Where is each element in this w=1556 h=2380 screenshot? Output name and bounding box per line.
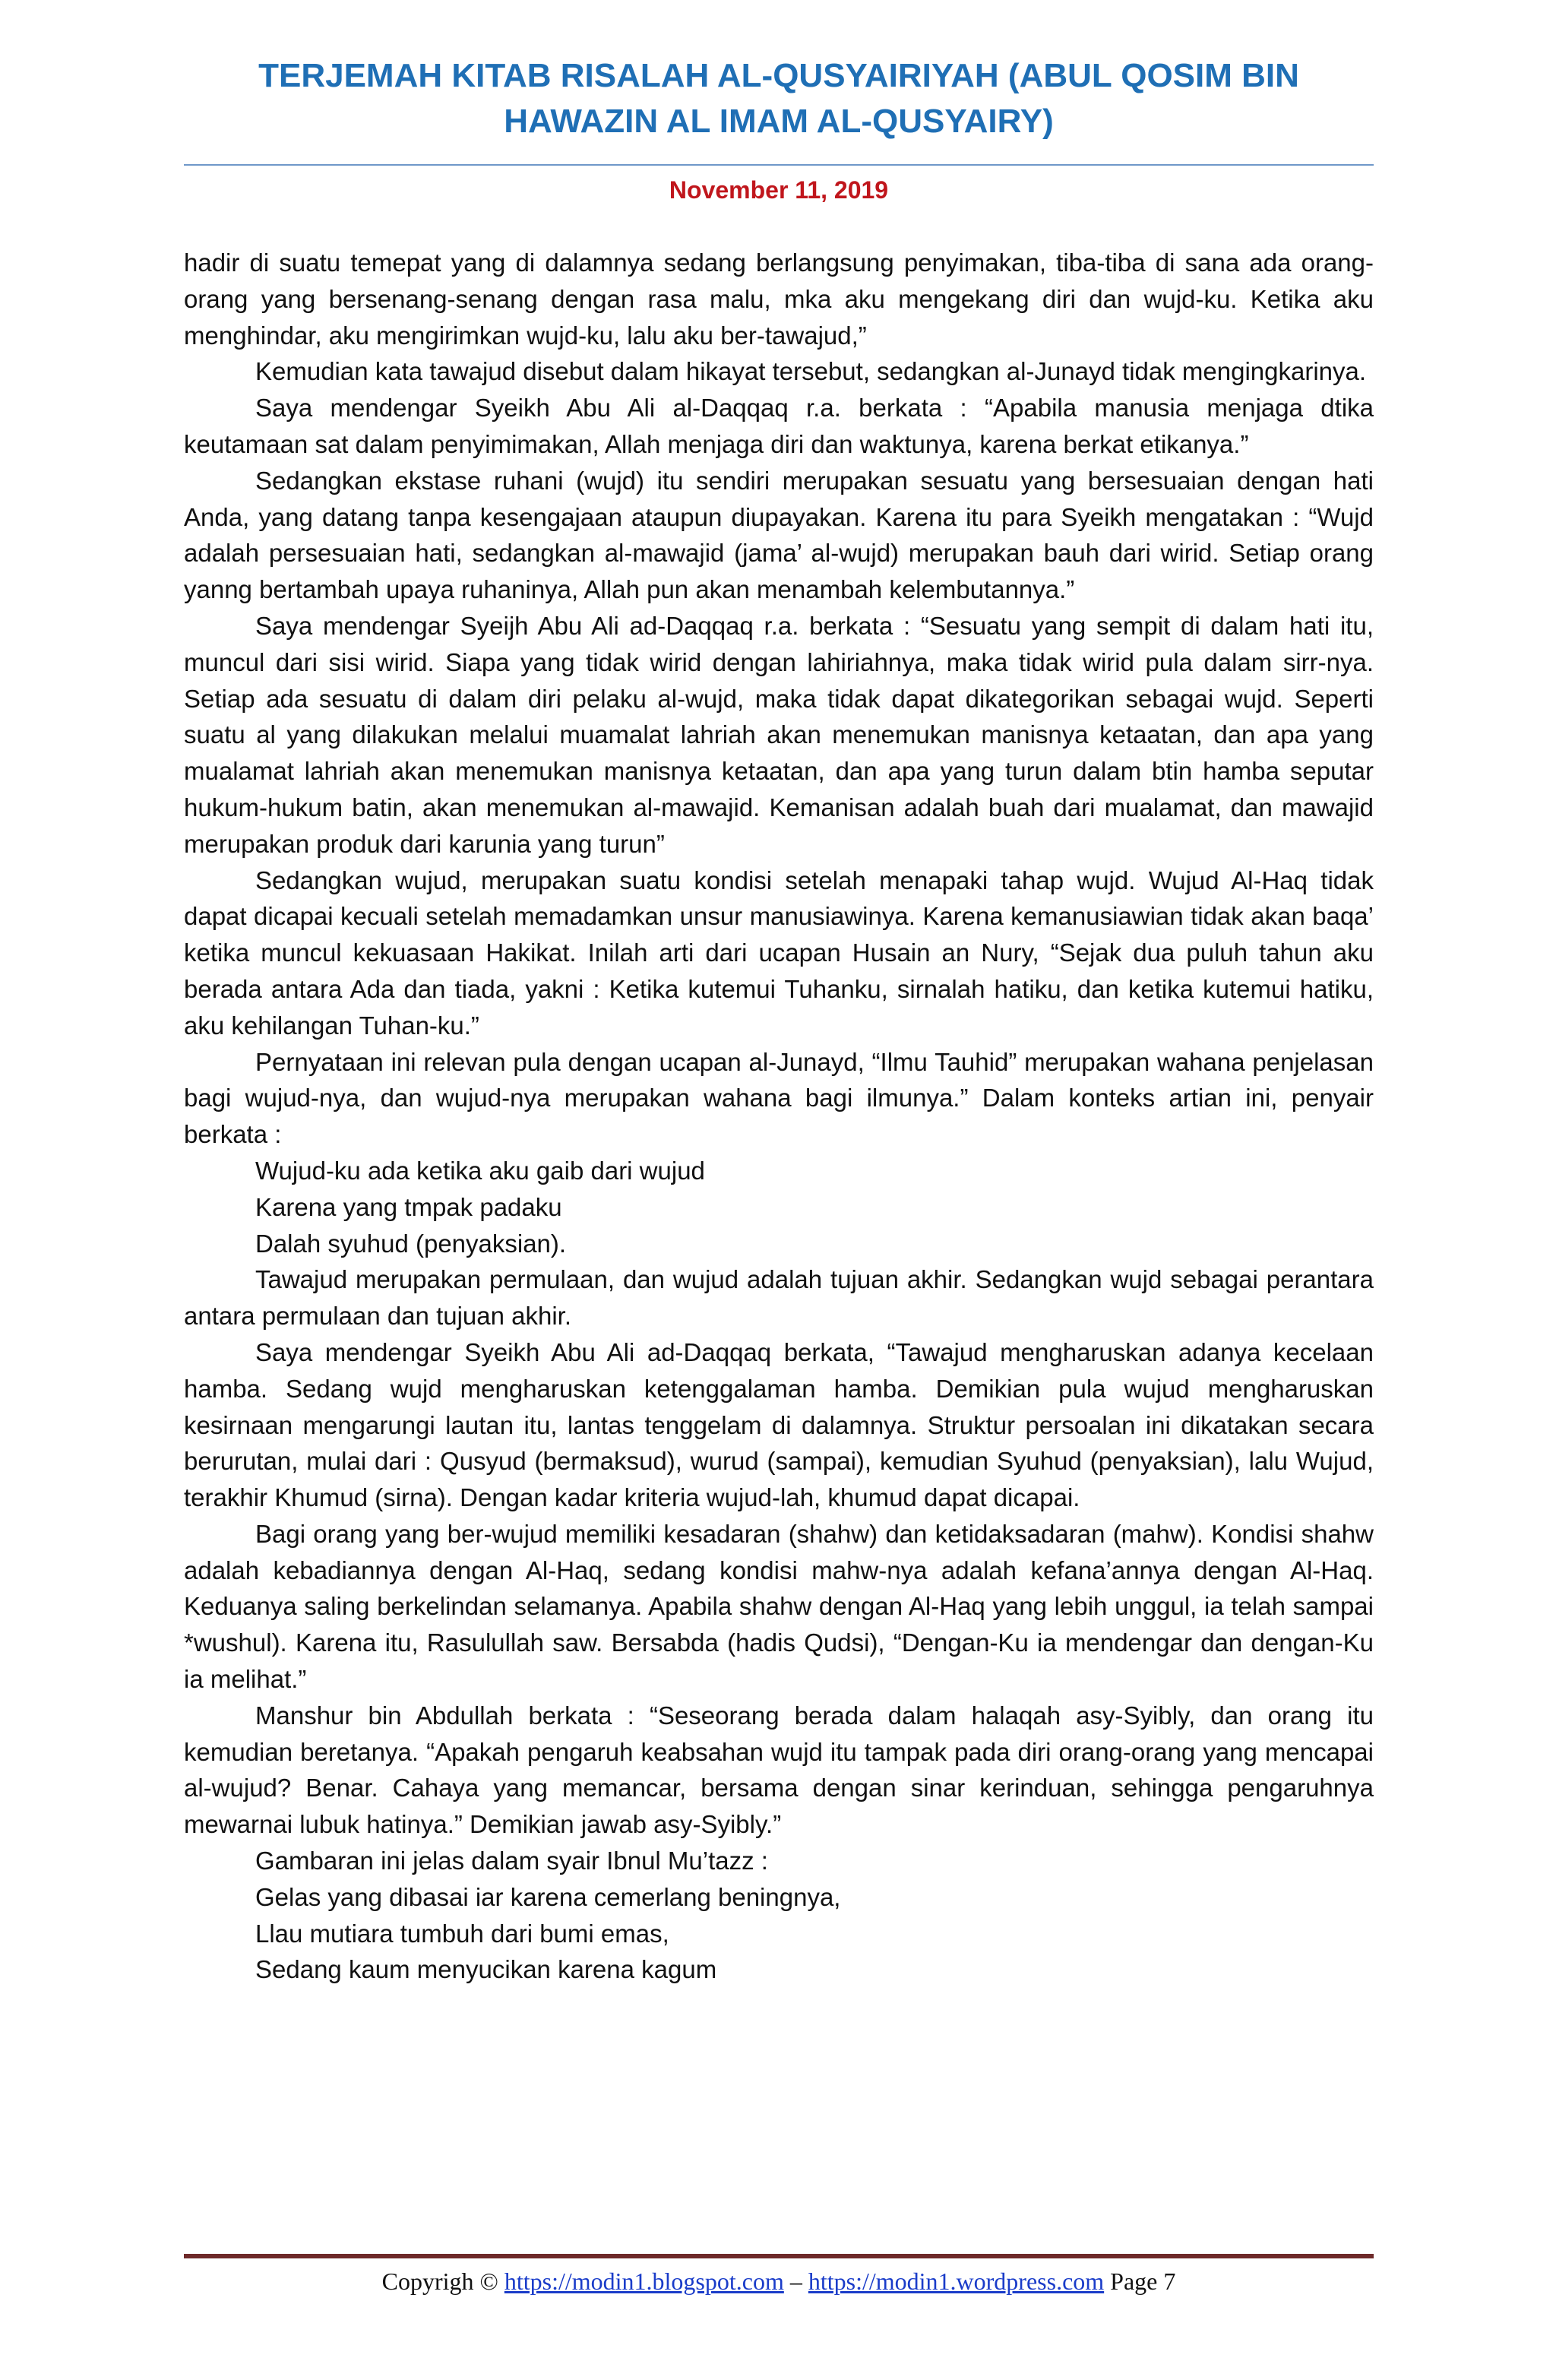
document-footer <box>184 2264 1374 2298</box>
verse-line: Gelas yang dibasai iar karena cemerlang beningnya, <box>255 1882 841 1911</box>
paragraph: Sedangkan ekstase ruhani (wujd) itu sendiri merupakan sesuatu yang bersesuaian dengan hati Anda, yang datang tanpa kesengajaan ataupun diupayakan. Karena itu para Syeikh mengatakan : “Wujd adalah persesuaian hati, sedangkan al-mawajid (jama’ al-wujd) merupakan bauh dari wirid. Setiap orang yanng bertambah upaya ruhaninya, Allah pun akan menambah kelembutannya.” <box>184 466 1374 604</box>
verse-line: Sedang kaum menyucikan karena kagum <box>255 1955 717 1984</box>
document-title-line-1: TERJEMAH KITAB RISALAH AL-QUSYAIRIYAH (ABUL QOSIM BIN <box>258 57 1299 94</box>
link-separator: – <box>789 2268 802 2295</box>
paragraph: Kemudian kata tawajud disebut dalam hikayat tersebut, sedangkan al-Junayd tidak mengingkarinya. <box>255 357 1367 386</box>
paragraph: Saya mendengar Syeijh Abu Ali ad-Daqqaq r.a. berkata : “Sesuatu yang sempit di dalam hati itu, muncul dari sisi wirid. Siapa yang tidak wirid dengan lahiriahnya, maka tidak wirid pula dalam sirr-nya. Setiap ada sesuatu di dalam diri pelaku al-wujd, maka tidak dapat dikategorikan sebagai wujd. Seperti suatu al yang dilakukan melalui muamalat lahriah akan menemukan manisnya ketaatan, dan apa yang mualamat lahriah akan menemukan manisnya ketaatan, dan apa yang turun dalam btin hamba seputar hukum-hukum batin, akan menemukan al-mawajid. Kemanisan adalah buah dari mualamat, dan mawajid merupakan produk dari karunia yang turun” <box>184 611 1374 858</box>
paragraph: Tawajud merupakan permulaan, dan wujud adalah tujuan akhir. Sedangkan wujd sebagai perantara antara permulaan dan tujuan akhir. <box>184 1265 1374 1331</box>
wordpress-link[interactable]: https://modin1.wordpress.com <box>808 2268 1105 2295</box>
verse-line: Gambaran ini jelas dalam syair Ibnul Mu’tazz : <box>255 1847 768 1875</box>
verse-line: Wujud-ku ada ketika aku gaib dari wujud <box>255 1156 705 1185</box>
title-divider <box>184 164 1374 166</box>
paragraph: Manshur bin Abdullah berkata : “Seseorang berada dalam halaqah asy-Syibly, dan orang itu kemudian beretanya. “Apakah pengaruh keabsahan wujd itu tampak pada diri orang-orang yang mencapai al-wujud? Benar. Cahaya yang memancar, bersama dengan sinar kerinduan, sehingga pengaruhnya mewarnai lubuk hatinya.” Demikian jawab asy-Syibly.” <box>184 1701 1374 1839</box>
blogspot-link[interactable]: https://modin1.blogspot.com <box>504 2268 784 2295</box>
document-date: November 11, 2019 <box>669 176 889 204</box>
paragraph: Pernyataan ini relevan pula dengan ucapan al-Junayd, “Ilmu Tauhid” merupakan wahana penjelasan bagi wujud-nya, dan wujud-nya merupakan wahana bagi ilmunya.” Dalam konteks artian ini, penyair berkata : <box>184 1047 1374 1149</box>
verse-line: Dalah syuhud (penyaksian). <box>255 1229 567 1258</box>
document-header <box>184 53 1374 144</box>
footer-divider <box>184 2254 1374 2258</box>
paragraph: Bagi orang yang ber-wujud memiliki kesadaran (shahw) dan ketidaksadaran (mahw). Kondisi shahw adalah kebadiannya dengan Al-Haq, sedang kondisi mahw-nya adalah kefana’annya dengan Al-Haq. Keduanya saling berkelindan selamanya. Apabila shahw dengan Al-Haq yang lebih unggul, ia telah sampai *wushul). Karena itu, Rasulullah saw. Bersabda (hadis Qudsi), “Dengan-Ku ia mendengar dan dengan-Ku ia melihat.” <box>184 1519 1374 1694</box>
copyright-text: Copyrigh © <box>381 2268 498 2295</box>
page-number: Page 7 <box>1110 2268 1176 2295</box>
document-title-line-2: HAWAZIN AL IMAM AL-QUSYAIRY) <box>504 103 1054 140</box>
paragraph: Sedangkan wujud, merupakan suatu kondisi setelah menapaki tahap wujd. Wujud Al-Haq tidak dapat dicapai kecuali setelah memadamkan unsur manusiawinya. Karena kemanusiawian tidak akan baqa’ ketika muncul kekuasaan Hakikat. Inilah arti dari ucapan Husain an Nury, “Sejak dua puluh tahun aku berada antara Ada dan tiada, yakni : Ketika kutemui Tuhanku, sirnalah hatiku, dan ketika kutemui hatiku, aku kehilangan Tuhan-ku.” <box>184 866 1374 1040</box>
paragraph: Saya mendengar Syeikh Abu Ali ad-Daqqaq berkata, “Tawajud mengharuskan adanya kecelaan hamba. Sedang wujd mengharuskan ketenggalaman hamba. Demikian pula wujud mengharuskan kesirnaan mengarungi lautan itu, lantas tenggelam di dalamnya. Struktur persoalan ini dikatakan secara berurutan, mulai dari : Qusyud (bermaksud), wurud (sampai), kemudian Syuhud (penyaksian), lalu Wujud, terakhir Khumud (sirna). Dengan kadar kriteria wujud-lah, khumud dapat dicapai. <box>184 1337 1374 1512</box>
document-body <box>184 245 1374 1988</box>
verse-line: Karena yang tmpak padaku <box>255 1192 562 1221</box>
paragraph: hadir di suatu temepat yang di dalamnya sedang berlangsung penyimakan, tiba-tiba di sana ada orang-orang yang bersenang-senang dengan rasa malu, mka aku mengekang diri dan wujd-ku. Ketika aku menghindar, aku mengirimkan wujd-ku, lalu aku ber-tawajud,” <box>184 248 1374 350</box>
paragraph: Saya mendengar Syeikh Abu Ali al-Daqqaq r.a. berkata : “Apabila manusia menjaga dtika keutamaan sat dalam penyimimakan, Allah menjaga diri dan waktunya, karena berkat etikanya.” <box>184 394 1374 458</box>
verse-line: Llau mutiara tumbuh dari bumi emas, <box>255 1919 669 1948</box>
